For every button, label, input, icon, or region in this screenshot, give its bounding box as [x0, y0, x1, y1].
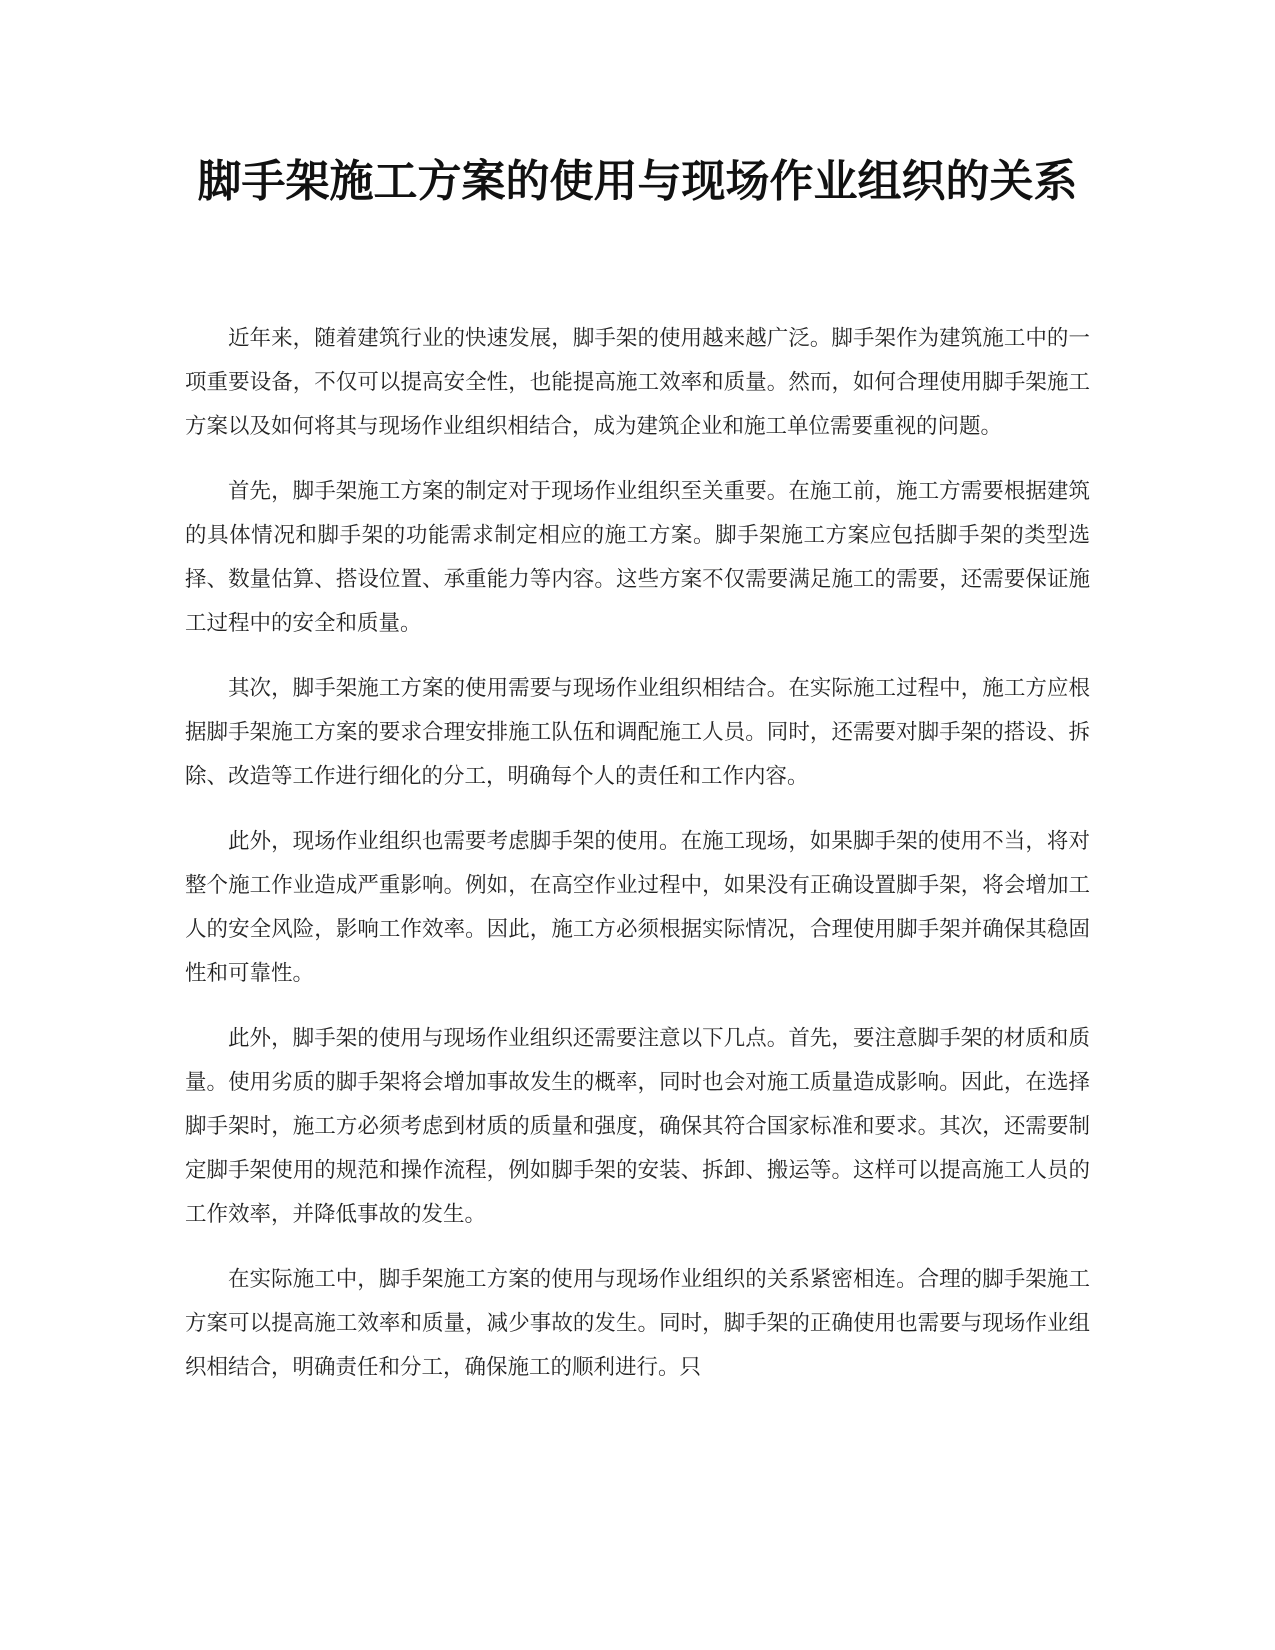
- paragraph-conclusion: 在实际施工中，脚手架施工方案的使用与现场作业组织的关系紧密相连。合理的脚手架施工方案可以提高施工效率和质量，减少事故的发生。同时，脚手架的正确使用也需要与现场作业组织相结合，明确责任和分工，确保施工的顺利进行。只: [185, 1267, 1090, 1380]
- document-body: [185, 317, 1090, 1411]
- paragraph-site-organization: 此外，现场作业组织也需要考虑脚手架的使用。在施工现场，如果脚手架的使用不当，将对整个施工作业造成严重影响。例如，在高空作业过程中，如果没有正确设置脚手架，将会增加工人的安全风险，影响工作效率。因此，施工方必须根据实际情况，合理使用脚手架并确保其稳固性和可靠性。: [185, 829, 1090, 986]
- paragraph-notes: 此外，脚手架的使用与现场作业组织还需要注意以下几点。首先，要注意脚手架的材质和质量。使用劣质的脚手架将会增加事故发生的概率，同时也会对施工质量造成影响。因此，在选择脚手架时，施工方必须考虑到材质的质量和强度，确保其符合国家标准和要求。其次，还需要制定脚手架使用的规范和操作流程，例如脚手架的安装、拆卸、搬运等。这样可以提高施工人员的工作效率，并降低事故的发生。: [185, 1026, 1090, 1227]
- paragraph-intro: 近年来，随着建筑行业的快速发展，脚手架的使用越来越广泛。脚手架作为建筑施工中的一项重要设备，不仅可以提高安全性，也能提高施工效率和质量。然而，如何合理使用脚手架施工方案以及如何将其与现场作业组织相结合，成为建筑企业和施工单位需要重视的问题。: [185, 326, 1090, 439]
- paragraph-second: 其次，脚手架施工方案的使用需要与现场作业组织相结合。在实际施工过程中，施工方应根据脚手架施工方案的要求合理安排施工队伍和调配施工人员。同时，还需要对脚手架的搭设、拆除、改造等工作进行细化的分工，明确每个人的责任和工作内容。: [185, 676, 1090, 789]
- document-title: 脚手架施工方案的使用与现场作业组织的关系: [197, 156, 1078, 207]
- paragraph-first: 首先，脚手架施工方案的制定对于现场作业组织至关重要。在施工前，施工方需要根据建筑的具体情况和脚手架的功能需求制定相应的施工方案。脚手架施工方案应包括脚手架的类型选择、数量估算、搭设位置、承重能力等内容。这些方案不仅需要满足施工的需要，还需要保证施工过程中的安全和质量。: [185, 479, 1090, 636]
